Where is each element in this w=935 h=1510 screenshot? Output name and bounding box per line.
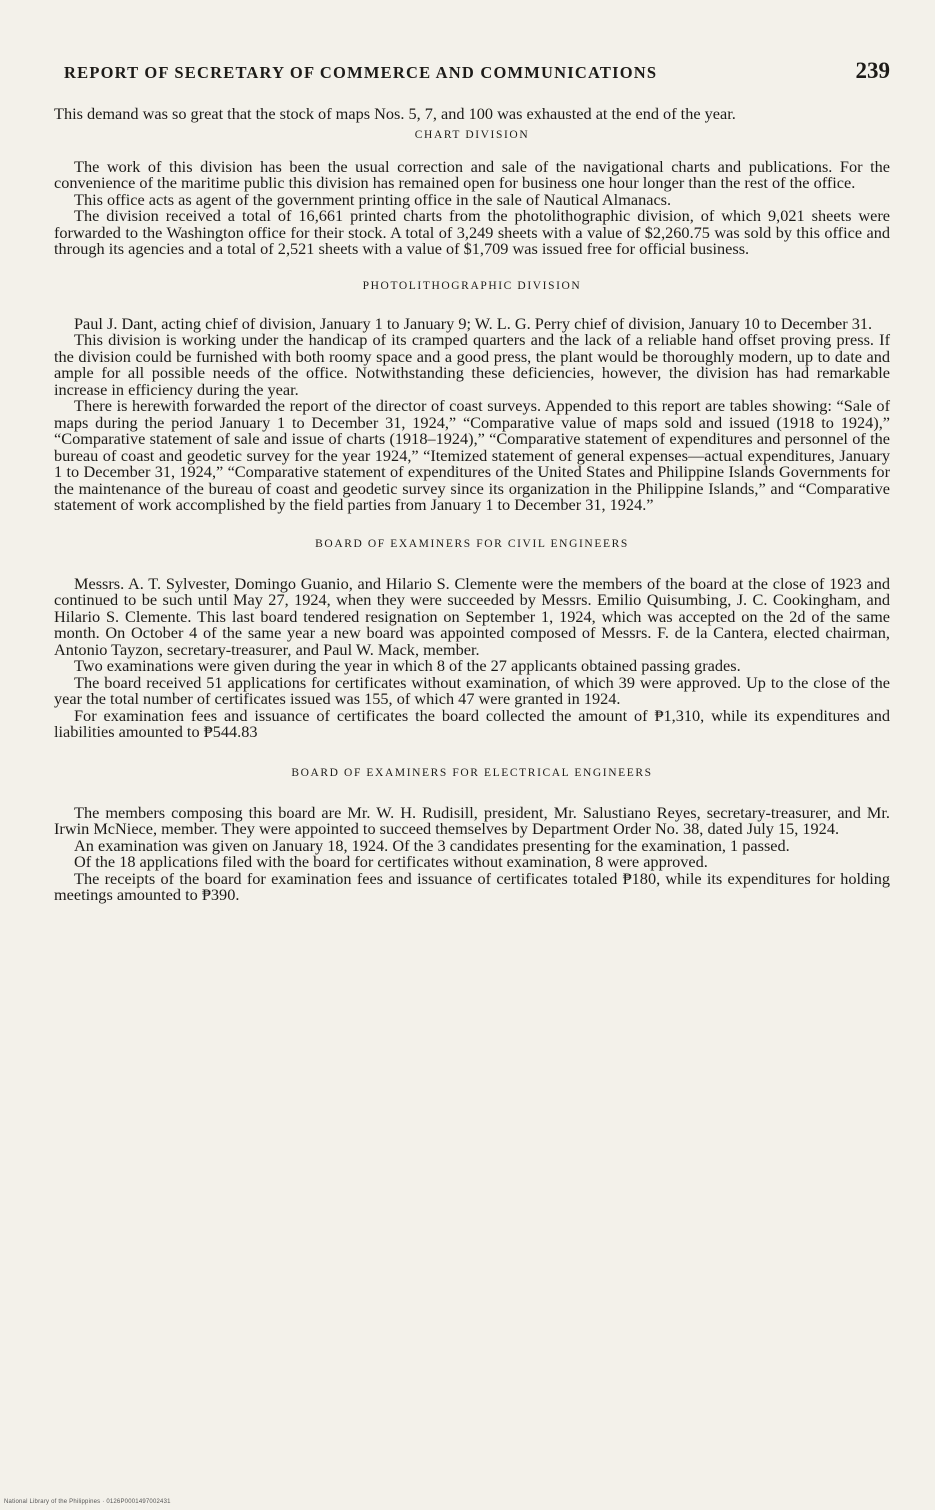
paragraph: The board received 51 applications for certificates without examination, of which 39 were approved. Up to the close of the year the total number of certificates issued was 155, of which 47 were granted in 1924. (54, 672, 890, 708)
paragraph: This office acts as agent of the government printing office in the sale of Nautical Almanacs. (74, 189, 672, 209)
paragraph: There is herewith forwarded the report of the director of coast surveys. Appended to this report are tables showing: “Sale of maps during the period January 1 to December 31, 1924,” “Comparative value of maps sold and issued (1918 to 1924),” “Comparative statement of sale and issue of charts (1918–1924),” “Comparative statement of expenditures and personnel of the bureau of coast and geodetic survey for the year 1924,” “Itemized statement of general expenses—actual expenditures, January 1 to December 31, 1924,” “Comparative statement of expenditures of the United States and Philippine Islands Governments for the maintenance of the bureau of coast and geodetic survey since its organization in the Philippine Islands,” and “Comparative statement of work accomplished by the field parties from January 1 to December 31, 1924.” (54, 396, 890, 514)
paragraph: The receipts of the board for examination fees and issuance of certificates totaled ₱180, while its expenditures for holding meetings amounted to ₱390. (54, 868, 890, 904)
paragraph: This demand was so great that the stock of maps Nos. 5, 7, and 100 was exhausted at the end of the year. (54, 104, 736, 123)
scan-footer-note: National Library of the Philippines · 0126P0001497002431 (4, 1499, 171, 1505)
section-heading: BOARD OF EXAMINERS FOR CIVIL ENGINEERS (315, 537, 629, 550)
paragraph: Of the 18 applications filed with the board for certificates without examination, 8 were approved. (74, 852, 708, 871)
running-header (64, 58, 890, 84)
paragraph: Paul J. Dant, acting chief of division, January 1 to January 9; W. L. G. Perry chief of division, January 10 to December 31. (74, 313, 873, 333)
paragraph: Two examinations were given during the year in which 8 of the 27 applicants obtained passing grades. (74, 656, 741, 675)
running-title: REPORT OF SECRETARY OF COMMERCE AND COMMUNICATIONS (64, 63, 658, 82)
paragraph: This division is working under the handicap of its cramped quarters and the lack of a reliable hand offset proving press. If the division could be furnished with both roomy space and a good press, the plant would be thoroughly modern, up to date and ample for all possible needs of the office. Notwithstanding these deficiencies, however, the division has had remarkable increase in efficiency during the year. (54, 330, 890, 399)
section-heading: PHOTOLITHOGRAPHIC DIVISION (362, 279, 582, 292)
paragraph: The division received a total of 16,661 printed charts from the photolithographic division, of which 9,021 sheets were forwarded to the Washington office for their stock. A total of 3,249 sheets with a value of $2,260.75 was sold by this office and through its agencies and a total of 2,521 sheets with a value of $1,709 was issued free for official business. (54, 206, 890, 258)
document-page (54, 58, 890, 904)
paragraph: The work of this division has been the usual correction and sale of the navigational charts and publications. For the convenience of the maritime public this division has remained open for business one hour longer than the rest of the office. (54, 156, 890, 192)
paragraph: An examination was given on January 18, 1924. Of the 3 candidates presenting for the examination, 1 passed. (74, 835, 790, 855)
page-number: 239 (855, 58, 890, 83)
paragraph: The members composing this board are Mr. W. H. Rudisill, president, Mr. Salustiano Reyes, secretary-treasurer, and Mr. Irwin McNiece, member. They were appointed to succeed themselves by Department Order No. 38, dated July 15, 1924. (54, 802, 890, 838)
section-heading: CHART DIVISION (414, 128, 530, 141)
paragraph: Messrs. A. T. Sylvester, Domingo Guanio, and Hilario S. Clemente were the members of the board at the close of 1923 and continued to be such until May 27, 1924, when they were succeeded by Messrs. Emilio Quisumbing, J. C. Cookingham, and Hilario S. Clemente. This last board tendered resignation on September 1, 1924, which was accepted on the 2d of the same month. On October 4 of the same year a new board was appointed composed of Messrs. F. de la Cantera, elected chairman, Antonio Tayzon, secretary-treasurer, and Paul W. Mack, member. (54, 573, 890, 659)
section-heading: BOARD OF EXAMINERS FOR ELECTRICAL ENGINEERS (291, 766, 653, 779)
paragraph: For examination fees and issuance of certificates the board collected the amount of ₱1,310, while its expenditures and liabilities amounted to ₱544.83 (54, 705, 890, 741)
